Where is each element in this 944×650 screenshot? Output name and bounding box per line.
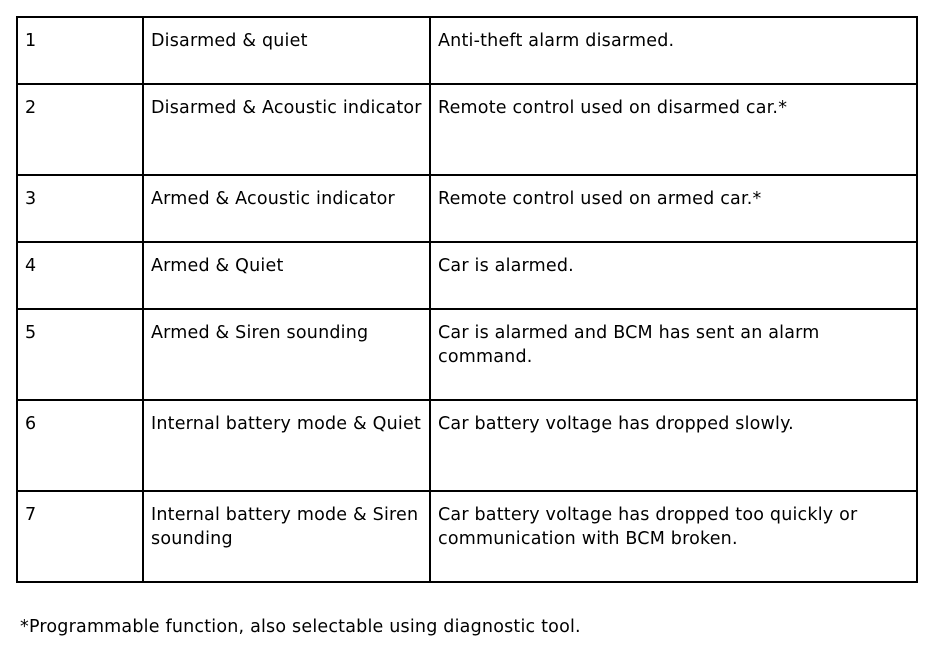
state-description: Remote control used on disarmed car.* bbox=[430, 84, 917, 175]
state-description: Car is alarmed. bbox=[430, 242, 917, 309]
state-description: Anti-theft alarm disarmed. bbox=[430, 17, 917, 84]
state-name: Disarmed & Acoustic indicator bbox=[143, 84, 430, 175]
state-number: 2 bbox=[17, 84, 143, 175]
state-name: Internal battery mode & Quiet bbox=[143, 400, 430, 491]
state-description: Car battery voltage has dropped slowly. bbox=[430, 400, 917, 491]
state-number: 5 bbox=[17, 309, 143, 400]
state-description: Car battery voltage has dropped too quickly or communication with BCM broken. bbox=[430, 491, 917, 582]
state-number: 6 bbox=[17, 400, 143, 491]
state-name: Internal battery mode & Siren sounding bbox=[143, 491, 430, 582]
table-row bbox=[17, 242, 917, 309]
table-row bbox=[17, 400, 917, 491]
table-row bbox=[17, 17, 917, 84]
footnote: *Programmable function, also selectable using diagnostic tool. bbox=[20, 617, 581, 637]
state-description: Remote control used on armed car.* bbox=[430, 175, 917, 242]
state-name: Armed & Quiet bbox=[143, 242, 430, 309]
table-row bbox=[17, 309, 917, 400]
state-name: Disarmed & quiet bbox=[143, 17, 430, 84]
state-description: Car is alarmed and BCM has sent an alarm command. bbox=[430, 309, 917, 400]
state-number: 7 bbox=[17, 491, 143, 582]
state-name: Armed & Siren sounding bbox=[143, 309, 430, 400]
state-number: 1 bbox=[17, 17, 143, 84]
state-number: 4 bbox=[17, 242, 143, 309]
alarm-state-table bbox=[16, 16, 918, 583]
table-row bbox=[17, 84, 917, 175]
state-name: Armed & Acoustic indicator bbox=[143, 175, 430, 242]
table-row bbox=[17, 175, 917, 242]
state-number: 3 bbox=[17, 175, 143, 242]
table-row bbox=[17, 491, 917, 582]
